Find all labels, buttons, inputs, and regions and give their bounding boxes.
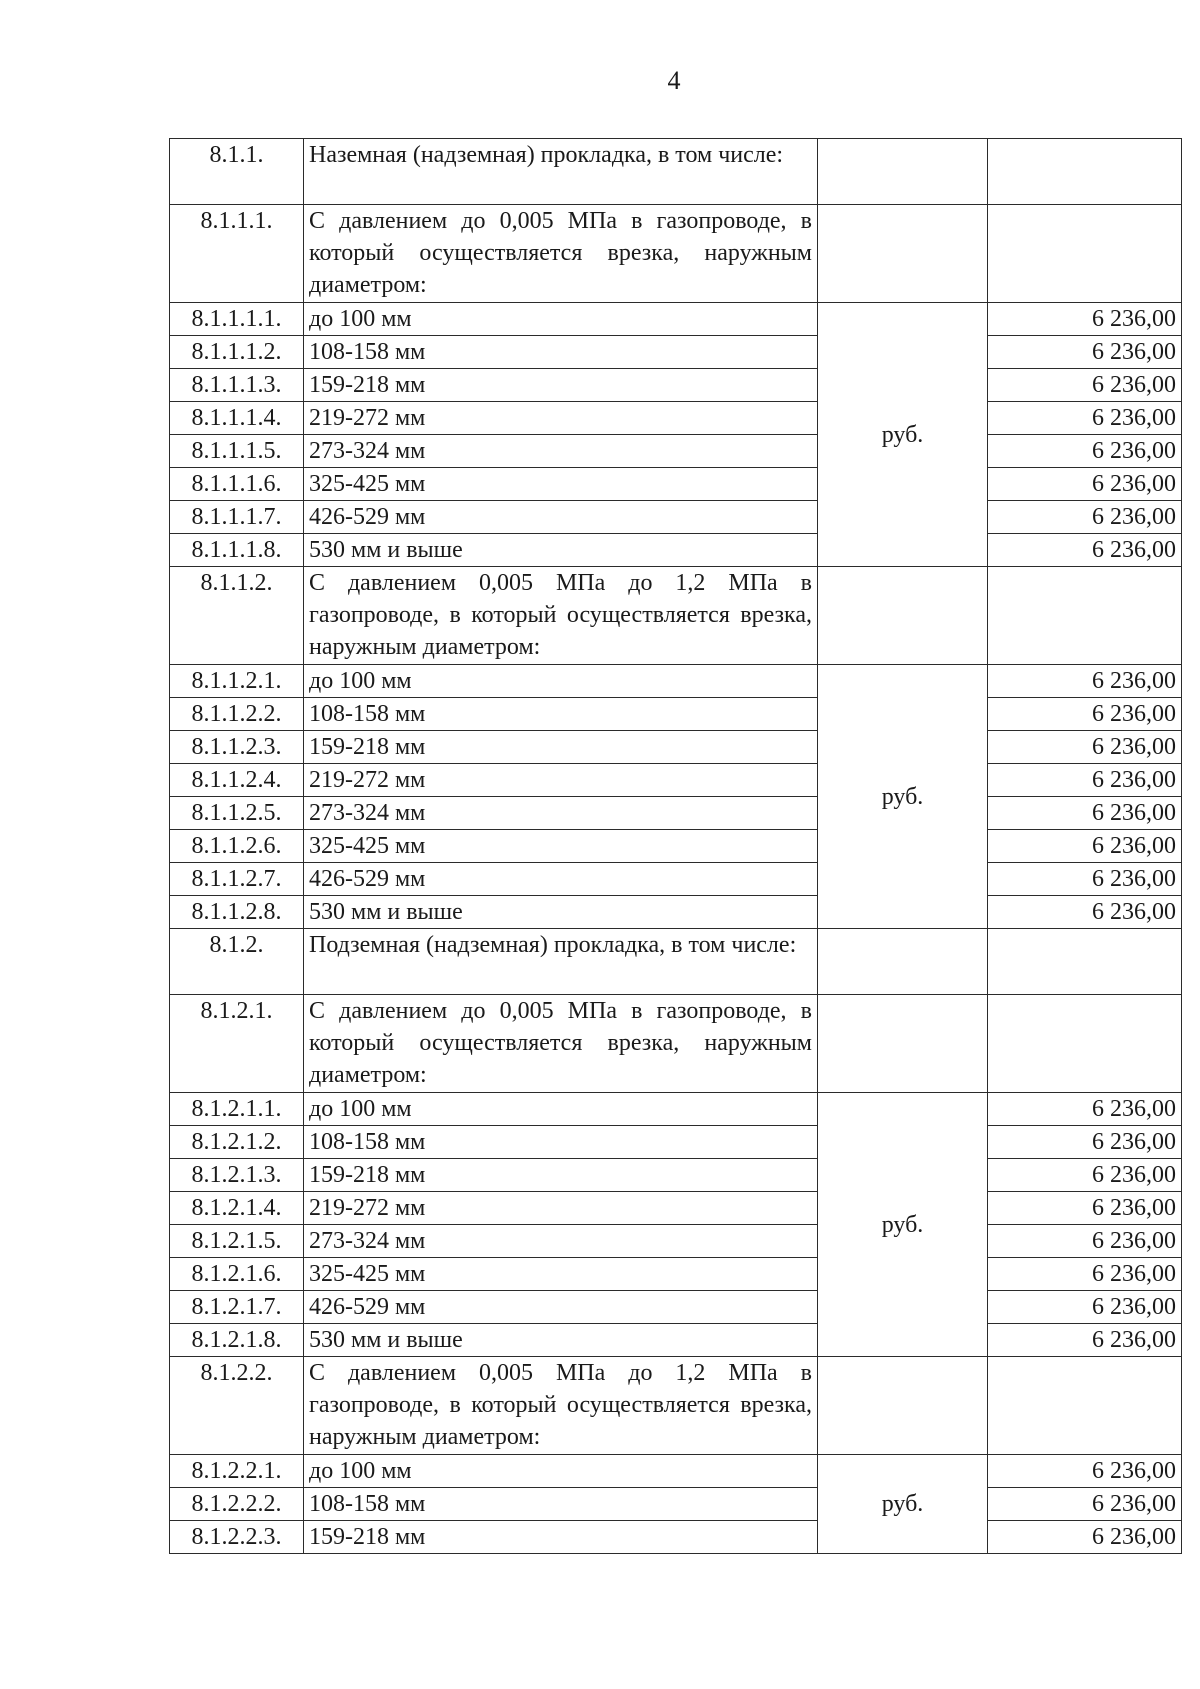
item-price: 6 236,00 <box>988 830 1182 863</box>
table-row <box>170 336 1182 369</box>
item-price: 6 236,00 <box>988 468 1182 501</box>
item-description: 426-529 мм <box>304 863 818 896</box>
item-description: 530 мм и выше <box>304 534 818 567</box>
item-price: 6 236,00 <box>988 1455 1182 1488</box>
item-code: 8.1.1.2.5. <box>170 797 304 830</box>
table-row <box>170 534 1182 567</box>
item-code: 8.1.1.1.3. <box>170 369 304 402</box>
item-description: до 100 мм <box>304 1455 818 1488</box>
item-price: 6 236,00 <box>988 797 1182 830</box>
group-row <box>170 205 1182 303</box>
item-price: 6 236,00 <box>988 435 1182 468</box>
section-code: 8.1.1. <box>170 139 304 205</box>
table-row <box>170 731 1182 764</box>
section-title: Подземная (надземная) прокладка, в том числе: <box>304 929 818 995</box>
item-price: 6 236,00 <box>988 1258 1182 1291</box>
table-row <box>170 1521 1182 1554</box>
item-description: 325-425 мм <box>304 1258 818 1291</box>
item-code: 8.1.1.1.7. <box>170 501 304 534</box>
item-description: 159-218 мм <box>304 731 818 764</box>
item-description: 325-425 мм <box>304 468 818 501</box>
item-code: 8.1.1.2.3. <box>170 731 304 764</box>
table-row <box>170 1455 1182 1488</box>
table-row <box>170 1291 1182 1324</box>
item-description: до 100 мм <box>304 303 818 336</box>
item-description: до 100 мм <box>304 1093 818 1126</box>
price-cell-empty <box>988 205 1182 303</box>
item-price: 6 236,00 <box>988 1488 1182 1521</box>
group-code: 8.1.1.1. <box>170 205 304 303</box>
item-price: 6 236,00 <box>988 303 1182 336</box>
item-code: 8.1.1.1.8. <box>170 534 304 567</box>
table-row <box>170 698 1182 731</box>
table-row <box>170 830 1182 863</box>
table-row <box>170 1159 1182 1192</box>
item-code: 8.1.1.2.1. <box>170 665 304 698</box>
item-description: 426-529 мм <box>304 1291 818 1324</box>
group-row <box>170 567 1182 665</box>
item-code: 8.1.1.1.2. <box>170 336 304 369</box>
group-title: С давлением до 0,005 МПа в газопроводе, в который осуществляется врезка, наружным диаметром: <box>304 995 818 1093</box>
item-code: 8.1.2.1.8. <box>170 1324 304 1357</box>
item-code: 8.1.2.2.2. <box>170 1488 304 1521</box>
item-price: 6 236,00 <box>988 698 1182 731</box>
section-code: 8.1.2. <box>170 929 304 995</box>
item-description: 325-425 мм <box>304 830 818 863</box>
item-code: 8.1.1.2.2. <box>170 698 304 731</box>
item-price: 6 236,00 <box>988 402 1182 435</box>
table-row <box>170 435 1182 468</box>
table-row <box>170 501 1182 534</box>
item-code: 8.1.2.2.1. <box>170 1455 304 1488</box>
group-code: 8.1.1.2. <box>170 567 304 665</box>
price-cell-empty <box>988 139 1182 205</box>
item-code: 8.1.2.2.3. <box>170 1521 304 1554</box>
item-price: 6 236,00 <box>988 1521 1182 1554</box>
item-description: 108-158 мм <box>304 336 818 369</box>
item-code: 8.1.1.2.7. <box>170 863 304 896</box>
unit-cell: руб. <box>818 1455 988 1554</box>
item-code: 8.1.1.1.5. <box>170 435 304 468</box>
table-row <box>170 1093 1182 1126</box>
item-code: 8.1.1.1.6. <box>170 468 304 501</box>
price-cell-empty <box>988 995 1182 1093</box>
unit-cell: руб. <box>818 1093 988 1357</box>
item-description: 426-529 мм <box>304 501 818 534</box>
price-cell-empty <box>988 929 1182 995</box>
item-code: 8.1.2.1.4. <box>170 1192 304 1225</box>
item-description: 273-324 мм <box>304 1225 818 1258</box>
item-description: 273-324 мм <box>304 797 818 830</box>
group-title: С давлением 0,005 МПа до 1,2 МПа в газопроводе, в который осуществляется врезка, наружным диаметром: <box>304 1357 818 1455</box>
item-description: 530 мм и выше <box>304 1324 818 1357</box>
section-row <box>170 929 1182 995</box>
item-price: 6 236,00 <box>988 665 1182 698</box>
item-description: 159-218 мм <box>304 1521 818 1554</box>
item-price: 6 236,00 <box>988 1324 1182 1357</box>
table-row <box>170 1258 1182 1291</box>
unit-cell-empty <box>818 205 988 303</box>
item-price: 6 236,00 <box>988 336 1182 369</box>
item-price: 6 236,00 <box>988 534 1182 567</box>
item-description: 108-158 мм <box>304 1126 818 1159</box>
item-price: 6 236,00 <box>988 501 1182 534</box>
page-number: 4 <box>667 66 681 95</box>
item-price: 6 236,00 <box>988 896 1182 929</box>
table-row <box>170 1324 1182 1357</box>
table-row <box>170 1225 1182 1258</box>
tariff-table <box>169 138 1182 1554</box>
unit-cell-empty <box>818 995 988 1093</box>
group-row <box>170 1357 1182 1455</box>
price-cell-empty <box>988 567 1182 665</box>
item-code: 8.1.1.2.6. <box>170 830 304 863</box>
item-description: 273-324 мм <box>304 435 818 468</box>
item-price: 6 236,00 <box>988 764 1182 797</box>
table-row <box>170 402 1182 435</box>
item-code: 8.1.2.1.3. <box>170 1159 304 1192</box>
price-cell-empty <box>988 1357 1182 1455</box>
table-row <box>170 369 1182 402</box>
unit-cell-empty <box>818 929 988 995</box>
unit-cell-empty <box>818 139 988 205</box>
group-code: 8.1.2.2. <box>170 1357 304 1455</box>
item-code: 8.1.2.1.1. <box>170 1093 304 1126</box>
item-price: 6 236,00 <box>988 1192 1182 1225</box>
table-row <box>170 863 1182 896</box>
group-title: С давлением до 0,005 МПа в газопроводе, в который осуществляется врезка, наружным диаметром: <box>304 205 818 303</box>
item-code: 8.1.1.2.4. <box>170 764 304 797</box>
item-price: 6 236,00 <box>988 1291 1182 1324</box>
section-title: Наземная (надземная) прокладка, в том числе: <box>304 139 818 205</box>
table-row <box>170 303 1182 336</box>
tariff-table-body <box>170 139 1182 1554</box>
table-row <box>170 764 1182 797</box>
unit-cell: руб. <box>818 665 988 929</box>
item-code: 8.1.1.2.8. <box>170 896 304 929</box>
table-row <box>170 797 1182 830</box>
table-row <box>170 896 1182 929</box>
table-row <box>170 1488 1182 1521</box>
item-description: 108-158 мм <box>304 698 818 731</box>
unit-cell: руб. <box>818 303 988 567</box>
item-code: 8.1.2.1.6. <box>170 1258 304 1291</box>
table-row <box>170 665 1182 698</box>
table-row <box>170 1126 1182 1159</box>
item-description: 219-272 мм <box>304 1192 818 1225</box>
item-description: 159-218 мм <box>304 369 818 402</box>
item-code: 8.1.2.1.5. <box>170 1225 304 1258</box>
item-description: 530 мм и выше <box>304 896 818 929</box>
unit-cell-empty <box>818 1357 988 1455</box>
item-code: 8.1.1.1.1. <box>170 303 304 336</box>
group-code: 8.1.2.1. <box>170 995 304 1093</box>
item-code: 8.1.2.1.7. <box>170 1291 304 1324</box>
table-row <box>170 1192 1182 1225</box>
item-price: 6 236,00 <box>988 369 1182 402</box>
group-row <box>170 995 1182 1093</box>
section-row <box>170 139 1182 205</box>
item-description: 159-218 мм <box>304 1159 818 1192</box>
item-code: 8.1.1.1.4. <box>170 402 304 435</box>
item-code: 8.1.2.1.2. <box>170 1126 304 1159</box>
item-price: 6 236,00 <box>988 1159 1182 1192</box>
item-price: 6 236,00 <box>988 863 1182 896</box>
item-price: 6 236,00 <box>988 1093 1182 1126</box>
item-description: до 100 мм <box>304 665 818 698</box>
unit-cell-empty <box>818 567 988 665</box>
item-description: 219-272 мм <box>304 764 818 797</box>
table-row <box>170 468 1182 501</box>
item-price: 6 236,00 <box>988 1225 1182 1258</box>
item-price: 6 236,00 <box>988 1126 1182 1159</box>
group-title: С давлением 0,005 МПа до 1,2 МПа в газопроводе, в который осуществляется врезка, наружным диаметром: <box>304 567 818 665</box>
item-description: 219-272 мм <box>304 402 818 435</box>
item-price: 6 236,00 <box>988 731 1182 764</box>
item-description: 108-158 мм <box>304 1488 818 1521</box>
